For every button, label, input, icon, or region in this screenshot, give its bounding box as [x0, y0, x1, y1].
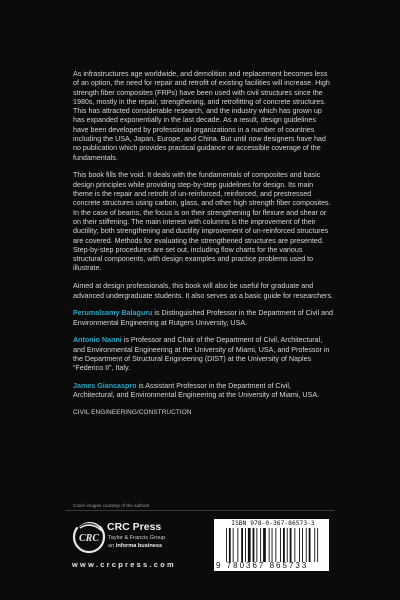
author-name-1: Perumalsamy Balaguru	[73, 309, 153, 318]
author-bio-text-3: is Assistant Professor in the Department of Civil, Architectural, and Environmental Engineering at the University of Miami, USA.	[73, 382, 320, 400]
publisher-business-name: informa business	[115, 543, 163, 549]
blurb	[73, 70, 333, 416]
divider	[65, 510, 335, 511]
author-bio-text-2: is Professor and Chair of the Department of Civil, Architectural, and Environmental Engineering at the University of Miami, USA, and Professor in the Department of Structural Engineering (DIST) at the University of Naples “Federico II”, Italy.	[73, 336, 330, 373]
barcode-digits: 9 780367 865733	[216, 561, 309, 570]
publisher-business	[108, 543, 162, 549]
author-bio-3	[73, 382, 333, 401]
blurb-paragraph-3: Aimed at design professionals, this book will also be useful for graduate and advanced undergraduate students. It also serves as a basic guide for researchers.	[73, 282, 333, 300]
author-bio-2	[73, 336, 333, 373]
publisher-business-prefix: an	[108, 543, 115, 549]
author-bio-text-1: is Distinguished Professor in the Department of Civil and Environmental Engineering at Rutgers University, USA.	[73, 309, 333, 327]
cover-credits: Cover images courtesy of the authors	[73, 503, 150, 508]
author-bio-1	[73, 309, 333, 328]
publisher-url[interactable]: www.crcpress.com	[72, 560, 176, 569]
crc-logo-icon	[71, 517, 111, 557]
isbn-label: ISBN 978-0-367-86573-3	[231, 520, 315, 527]
blurb-paragraph-2: This book fills the void. It deals with the fundamentals of composites and basic design principles while providing step-by-step guidelines for design. Its main theme is the repair and retrofit of un-reinforced, reinforced, and prestressed concrete structures using carbon, glass, and other high strength fiber composites. In the case of beams, the focus is on their strengthening for flexure and shear or on their stiffening. The main interest with columns is the improvement of their ductility; both strengthening and ductility improvement of un-reinforced structures are covered. Methods for evaluating the strengthened structures are presented. Step-by-step procedures are set out, including flow charts for the various structural components, with design examples and practice problems used to illustrate.	[73, 171, 331, 273]
author-name-3: James Giancaspro	[73, 382, 137, 391]
publisher-group: Taylor & Francis Group	[108, 535, 166, 541]
barcode-icon	[226, 528, 326, 562]
subject-category: CIVIL ENGINEERING/CONSTRUCTION	[73, 409, 192, 417]
blurb-paragraph-1: As infrastructures age worldwide, and demolition and replacement becomes less of an option, the need for repair and retrofit of existing facilities will increase. High strength fiber composites (FRPs) have been used with civil structures since the 1980s, mostly in the repair, strengthening, and retrofitting of concrete structures. This has attracted considerable research, and the industry which has grown up has expanded exponentially in the last decade. As a result, design guidelines have been developed by professional organizations in a number of countries including the USA, Japan, Europe, and China. But until now designers have had no publication which provides practical guidance or accessible coverage of the fundamentals.	[73, 70, 330, 162]
crc-logo-text: CRC	[78, 533, 100, 544]
author-name-2: Antonio Nanni	[73, 336, 122, 345]
publisher-name: CRC Press	[107, 521, 162, 533]
